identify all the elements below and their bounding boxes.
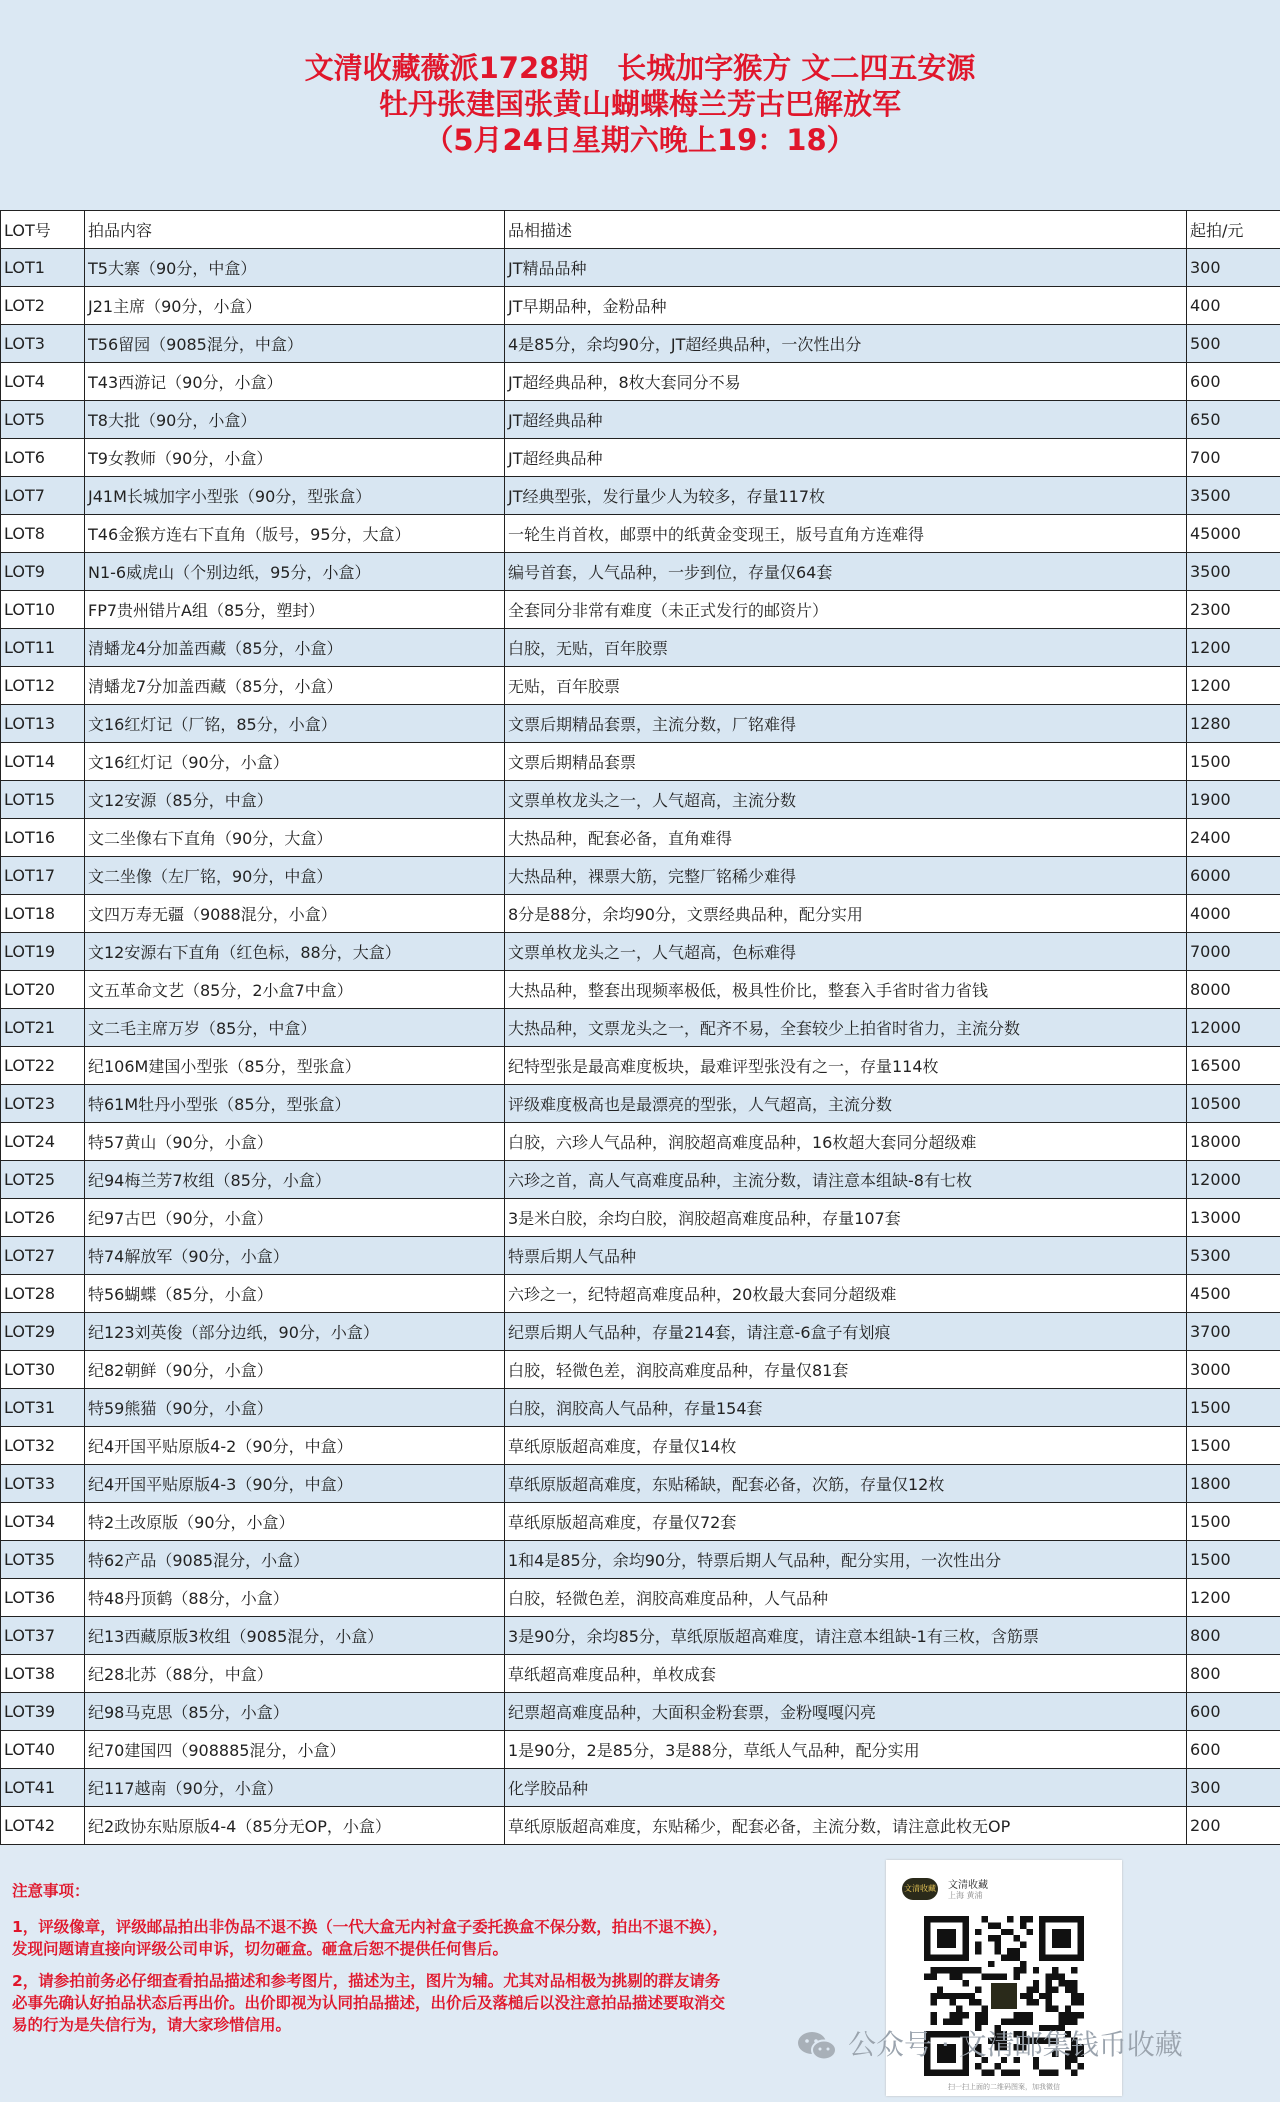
lot-price-cell: 600 bbox=[1187, 1693, 1280, 1731]
qr-footer-text: 扫一扫上面的二维码图案，加我微信 bbox=[948, 2083, 1060, 2091]
lot-condition-cell: 草纸原版超高难度，东贴稀少，配套必备，主流分数，请注意此枚无OP bbox=[505, 1807, 1187, 1845]
lot-condition-cell: 草纸原版超高难度，存量仅14枚 bbox=[505, 1427, 1187, 1465]
lot-content-cell: 纪98马克思（85分，小盒） bbox=[85, 1693, 505, 1731]
lot-number-cell: LOT18 bbox=[1, 895, 85, 933]
table-row bbox=[1, 1085, 1280, 1123]
column-header-price: 起拍/元 bbox=[1187, 211, 1280, 249]
lot-content-cell: 纪123刘英俊（部分边纸，90分，小盒） bbox=[85, 1313, 505, 1351]
lot-condition-cell: JT超经典品种 bbox=[505, 401, 1187, 439]
lot-price-cell: 700 bbox=[1187, 439, 1280, 477]
lot-price-cell: 1500 bbox=[1187, 743, 1280, 781]
lot-price-cell: 3000 bbox=[1187, 1351, 1280, 1389]
table-row bbox=[1, 1427, 1280, 1465]
brand-logo: 文清收藏 bbox=[902, 1878, 938, 1900]
lot-content-cell: 文四万寿无疆（9088混分，小盒） bbox=[85, 895, 505, 933]
lot-price-cell: 1500 bbox=[1187, 1503, 1280, 1541]
watermark-text: 公众号 · 文清邮集钱币收藏 bbox=[848, 2028, 1183, 2061]
lot-condition-cell: 草纸原版超高难度，存量仅72套 bbox=[505, 1503, 1187, 1541]
lot-content-cell: T9女教师（90分，小盒） bbox=[85, 439, 505, 477]
lot-content-cell: J41M长城加字小型张（90分，型张盒） bbox=[85, 477, 505, 515]
lot-condition-cell: 4是85分，余均90分，JT超经典品种，一次性出分 bbox=[505, 325, 1187, 363]
lot-content-cell: 文二坐像（左厂铭，90分，中盒） bbox=[85, 857, 505, 895]
lot-price-cell: 10500 bbox=[1187, 1085, 1280, 1123]
table-row bbox=[1, 1579, 1280, 1617]
lot-price-cell: 400 bbox=[1187, 287, 1280, 325]
lot-number-cell: LOT10 bbox=[1, 591, 85, 629]
lot-content-cell: 特48丹顶鹤（88分，小盒） bbox=[85, 1579, 505, 1617]
lot-content-cell: 特59熊猫（90分，小盒） bbox=[85, 1389, 505, 1427]
lot-price-cell: 1500 bbox=[1187, 1541, 1280, 1579]
table-row bbox=[1, 1693, 1280, 1731]
lot-condition-cell: JT精品品种 bbox=[505, 249, 1187, 287]
table-row bbox=[1, 857, 1280, 895]
lot-condition-cell: 文票单枚龙头之一，人气超高，色标难得 bbox=[505, 933, 1187, 971]
lot-content-cell: 文二坐像右下直角（90分，大盒） bbox=[85, 819, 505, 857]
table-row bbox=[1, 477, 1280, 515]
lot-condition-cell: 六珍之首，高人气高难度品种，主流分数，请注意本组缺-8有七枚 bbox=[505, 1161, 1187, 1199]
lot-number-cell: LOT11 bbox=[1, 629, 85, 667]
lot-condition-cell: JT超经典品种，8枚大套同分不易 bbox=[505, 363, 1187, 401]
lot-price-cell: 3500 bbox=[1187, 477, 1280, 515]
lot-price-cell: 1900 bbox=[1187, 781, 1280, 819]
lot-price-cell: 45000 bbox=[1187, 515, 1280, 553]
lot-condition-cell: 六珍之一，纪特超高难度品种，20枚最大套同分超级难 bbox=[505, 1275, 1187, 1313]
lot-number-cell: LOT35 bbox=[1, 1541, 85, 1579]
title-line-1: 文清收藏薇派1728期 长城加字猴方 文二四五安源 bbox=[304, 51, 976, 85]
lot-price-cell: 13000 bbox=[1187, 1199, 1280, 1237]
lot-condition-cell: 特票后期人气品种 bbox=[505, 1237, 1187, 1275]
table-row bbox=[1, 1465, 1280, 1503]
lot-content-cell: 纪28北苏（88分，中盒） bbox=[85, 1655, 505, 1693]
lot-condition-cell: 1和4是85分，余均90分，特票后期人气品种，配分实用，一次性出分 bbox=[505, 1541, 1187, 1579]
lot-content-cell: 特56蝴蝶（85分，小盒） bbox=[85, 1275, 505, 1313]
table-row bbox=[1, 705, 1280, 743]
lot-number-cell: LOT7 bbox=[1, 477, 85, 515]
lot-number-cell: LOT2 bbox=[1, 287, 85, 325]
lot-price-cell: 500 bbox=[1187, 325, 1280, 363]
lot-condition-cell: 白胶，轻微色差，润胶高难度品种，人气品种 bbox=[505, 1579, 1187, 1617]
lot-price-cell: 16500 bbox=[1187, 1047, 1280, 1085]
lot-number-cell: LOT28 bbox=[1, 1275, 85, 1313]
lot-content-cell: 文12安源右下直角（红色标，88分，大盒） bbox=[85, 933, 505, 971]
lot-number-cell: LOT21 bbox=[1, 1009, 85, 1047]
lot-content-cell: 文16红灯记（90分，小盒） bbox=[85, 743, 505, 781]
lot-number-cell: LOT31 bbox=[1, 1389, 85, 1427]
lot-price-cell: 4500 bbox=[1187, 1275, 1280, 1313]
lot-price-cell: 12000 bbox=[1187, 1009, 1280, 1047]
lot-content-cell: 清蟠龙7分加盖西藏（85分，小盒） bbox=[85, 667, 505, 705]
lot-content-cell: T5大寨（90分，中盒） bbox=[85, 249, 505, 287]
lot-condition-cell: 无贴，百年胶票 bbox=[505, 667, 1187, 705]
lot-number-cell: LOT26 bbox=[1, 1199, 85, 1237]
table-row bbox=[1, 591, 1280, 629]
table-row bbox=[1, 1617, 1280, 1655]
lot-number-cell: LOT14 bbox=[1, 743, 85, 781]
lot-number-cell: LOT27 bbox=[1, 1237, 85, 1275]
table-row bbox=[1, 1047, 1280, 1085]
lot-content-cell: T56留园（9085混分，中盒） bbox=[85, 325, 505, 363]
lot-price-cell: 1800 bbox=[1187, 1465, 1280, 1503]
table-row bbox=[1, 743, 1280, 781]
lot-content-cell: 纪97古巴（90分，小盒） bbox=[85, 1199, 505, 1237]
lot-condition-cell: 大热品种，文票龙头之一，配齐不易，全套较少上拍省时省力，主流分数 bbox=[505, 1009, 1187, 1047]
notice-item-2: 2，请参拍前务必仔细查看拍品描述和参考图片，描述为主，图片为辅。尤其对品相极为挑剔的群友请务必事先确认好拍品状态后再出价。出价即视为认同拍品描述，出价后及落槌后以没注意拍品描述要取消交易的行为是失信行为，请大家珍惜信用。 bbox=[12, 1972, 726, 2034]
lot-number-cell: LOT6 bbox=[1, 439, 85, 477]
table-row bbox=[1, 667, 1280, 705]
lot-price-cell: 6000 bbox=[1187, 857, 1280, 895]
table-row bbox=[1, 933, 1280, 971]
lot-condition-cell: 文票后期精品套票，主流分数，厂铭难得 bbox=[505, 705, 1187, 743]
table-row bbox=[1, 1769, 1280, 1807]
table-header-row bbox=[1, 211, 1280, 249]
lot-content-cell: T8大批（90分，小盒） bbox=[85, 401, 505, 439]
table-row bbox=[1, 895, 1280, 933]
lot-content-cell: 清蟠龙4分加盖西藏（85分，小盒） bbox=[85, 629, 505, 667]
lot-number-cell: LOT42 bbox=[1, 1807, 85, 1845]
lot-content-cell: 纪94梅兰芳7枚组（85分，小盒） bbox=[85, 1161, 505, 1199]
notice-item-1: 1，评级像章，评级邮品拍出非伪品不退不换（一代大盒无内衬盒子委托换盒不保分数，拍出不退不换），发现问题请直接向评级公司申诉，切勿砸盒。砸盒后恕不提供任何售后。 bbox=[12, 1918, 729, 1958]
wechat-icon bbox=[796, 2030, 838, 2062]
lot-number-cell: LOT1 bbox=[1, 249, 85, 287]
watermark bbox=[796, 2020, 1183, 2070]
lot-number-cell: LOT36 bbox=[1, 1579, 85, 1617]
table-row bbox=[1, 1389, 1280, 1427]
lot-number-cell: LOT30 bbox=[1, 1351, 85, 1389]
lot-condition-cell: 一轮生肖首枚，邮票中的纸黄金变现王，版号直角方连难得 bbox=[505, 515, 1187, 553]
table-row bbox=[1, 363, 1280, 401]
table-row bbox=[1, 1503, 1280, 1541]
lot-number-cell: LOT29 bbox=[1, 1313, 85, 1351]
lot-content-cell: 纪4开国平贴原版4-3（90分，中盒） bbox=[85, 1465, 505, 1503]
lot-condition-cell: JT经典型张，发行量少人为较多，存量117枚 bbox=[505, 477, 1187, 515]
lot-price-cell: 600 bbox=[1187, 363, 1280, 401]
lot-condition-cell: 草纸原版超高难度，东贴稀缺，配套必备，次筋，存量仅12枚 bbox=[505, 1465, 1187, 1503]
page-header bbox=[0, 0, 1280, 210]
table-row bbox=[1, 325, 1280, 363]
lot-price-cell: 12000 bbox=[1187, 1161, 1280, 1199]
lot-content-cell: 文12安源（85分，中盒） bbox=[85, 781, 505, 819]
lot-price-cell: 1500 bbox=[1187, 1389, 1280, 1427]
lot-content-cell: 纪106M建国小型张（85分，型张盒） bbox=[85, 1047, 505, 1085]
lot-price-cell: 1200 bbox=[1187, 629, 1280, 667]
lot-number-cell: LOT40 bbox=[1, 1731, 85, 1769]
lot-price-cell: 3700 bbox=[1187, 1313, 1280, 1351]
lot-condition-cell: 化学胶品种 bbox=[505, 1769, 1187, 1807]
table-row bbox=[1, 1275, 1280, 1313]
table-row bbox=[1, 1807, 1280, 1845]
lot-number-cell: LOT16 bbox=[1, 819, 85, 857]
lot-condition-cell: 大热品种，裸票大筋，完整厂铭稀少难得 bbox=[505, 857, 1187, 895]
lot-price-cell: 650 bbox=[1187, 401, 1280, 439]
lot-content-cell: 文二毛主席万岁（85分，中盒） bbox=[85, 1009, 505, 1047]
lot-number-cell: LOT8 bbox=[1, 515, 85, 553]
lot-number-cell: LOT41 bbox=[1, 1769, 85, 1807]
lot-price-cell: 300 bbox=[1187, 249, 1280, 287]
table-row bbox=[1, 1655, 1280, 1693]
lot-content-cell: T46金猴方连右下直角（版号，95分，大盒） bbox=[85, 515, 505, 553]
lot-number-cell: LOT33 bbox=[1, 1465, 85, 1503]
lot-number-cell: LOT5 bbox=[1, 401, 85, 439]
lot-number-cell: LOT24 bbox=[1, 1123, 85, 1161]
lot-number-cell: LOT34 bbox=[1, 1503, 85, 1541]
lot-number-cell: LOT19 bbox=[1, 933, 85, 971]
table-row bbox=[1, 971, 1280, 1009]
lot-price-cell: 300 bbox=[1187, 1769, 1280, 1807]
lot-content-cell: 特74解放军（90分，小盒） bbox=[85, 1237, 505, 1275]
lot-number-cell: LOT22 bbox=[1, 1047, 85, 1085]
lot-number-cell: LOT23 bbox=[1, 1085, 85, 1123]
table-row bbox=[1, 629, 1280, 667]
lot-content-cell: 纪13西藏原版3枚组（9085混分，小盒） bbox=[85, 1617, 505, 1655]
lot-price-cell: 5300 bbox=[1187, 1237, 1280, 1275]
lot-condition-cell: 白胶，无贴，百年胶票 bbox=[505, 629, 1187, 667]
lot-number-cell: LOT25 bbox=[1, 1161, 85, 1199]
lot-condition-cell: 1是90分，2是85分，3是88分，草纸人气品种，配分实用 bbox=[505, 1731, 1187, 1769]
lot-number-cell: LOT9 bbox=[1, 553, 85, 591]
title-line-2: 牡丹张建国张黄山蝴蝶梅兰芳古巴解放军 bbox=[378, 87, 901, 121]
table-row bbox=[1, 1009, 1280, 1047]
lot-condition-cell: 纪特型张是最高难度板块，最难评型张没有之一，存量114枚 bbox=[505, 1047, 1187, 1085]
lot-content-cell: 特57黄山（90分，小盒） bbox=[85, 1123, 505, 1161]
table-row bbox=[1, 1313, 1280, 1351]
lot-content-cell: J21主席（90分，小盒） bbox=[85, 287, 505, 325]
table-row bbox=[1, 553, 1280, 591]
lot-price-cell: 2400 bbox=[1187, 819, 1280, 857]
lot-condition-cell: 3是米白胶，余均白胶，润胶超高难度品种，存量107套 bbox=[505, 1199, 1187, 1237]
table-row bbox=[1, 439, 1280, 477]
column-header-condition: 品相描述 bbox=[505, 211, 1187, 249]
lot-content-cell: T43西游记（90分，小盒） bbox=[85, 363, 505, 401]
lot-price-cell: 1200 bbox=[1187, 1579, 1280, 1617]
column-header-lot: LOT号 bbox=[1, 211, 85, 249]
auction-lot-table bbox=[0, 210, 1280, 1845]
lot-content-cell: 纪2政协东贴原版4-4（85分无OP，小盒） bbox=[85, 1807, 505, 1845]
lot-number-cell: LOT32 bbox=[1, 1427, 85, 1465]
lot-price-cell: 8000 bbox=[1187, 971, 1280, 1009]
lot-condition-cell: 白胶，轻微色差，润胶高难度品种，存量仅81套 bbox=[505, 1351, 1187, 1389]
lot-price-cell: 600 bbox=[1187, 1731, 1280, 1769]
lot-number-cell: LOT17 bbox=[1, 857, 85, 895]
lot-condition-cell: 草纸超高难度品种，单枚成套 bbox=[505, 1655, 1187, 1693]
lot-content-cell: 纪82朝鲜（90分，小盒） bbox=[85, 1351, 505, 1389]
table-row bbox=[1, 781, 1280, 819]
lot-content-cell: 文16红灯记（厂铭，85分，小盒） bbox=[85, 705, 505, 743]
lot-condition-cell: 3是90分，余均85分，草纸原版超高难度，请注意本组缺-1有三枚，含筋票 bbox=[505, 1617, 1187, 1655]
lot-price-cell: 1500 bbox=[1187, 1427, 1280, 1465]
lot-price-cell: 3500 bbox=[1187, 553, 1280, 591]
notice-section bbox=[12, 1880, 732, 2046]
lot-condition-cell: 纪票超高难度品种，大面积金粉套票，金粉嘎嘎闪亮 bbox=[505, 1693, 1187, 1731]
table-row bbox=[1, 287, 1280, 325]
lot-condition-cell: 大热品种，整套出现频率极低，极具性价比，整套入手省时省力省钱 bbox=[505, 971, 1187, 1009]
lot-number-cell: LOT3 bbox=[1, 325, 85, 363]
qr-account-name: 文清收藏 bbox=[948, 1880, 988, 1891]
table-row bbox=[1, 1161, 1280, 1199]
lot-price-cell: 1200 bbox=[1187, 667, 1280, 705]
lot-price-cell: 7000 bbox=[1187, 933, 1280, 971]
table-row bbox=[1, 249, 1280, 287]
title-line-3: （5月24日星期六晚上19：18） bbox=[424, 123, 856, 157]
table-row bbox=[1, 401, 1280, 439]
lot-condition-cell: 文票单枚龙头之一，人气超高，主流分数 bbox=[505, 781, 1187, 819]
table-row bbox=[1, 1199, 1280, 1237]
table-row bbox=[1, 1237, 1280, 1275]
table-row bbox=[1, 1123, 1280, 1161]
column-header-content: 拍品内容 bbox=[85, 211, 505, 249]
lot-condition-cell: 全套同分非常有难度（未正式发行的邮资片） bbox=[505, 591, 1187, 629]
table-row bbox=[1, 1731, 1280, 1769]
lot-condition-cell: 白胶，润胶高人气品种，存量154套 bbox=[505, 1389, 1187, 1427]
lot-condition-cell: JT超经典品种 bbox=[505, 439, 1187, 477]
lot-content-cell: 特2土改原版（90分，小盒） bbox=[85, 1503, 505, 1541]
notice-title: 注意事项： bbox=[12, 1882, 90, 1900]
lot-condition-cell: 8分是88分，余均90分，文票经典品种，配分实用 bbox=[505, 895, 1187, 933]
lot-price-cell: 800 bbox=[1187, 1617, 1280, 1655]
lot-condition-cell: JT早期品种，金粉品种 bbox=[505, 287, 1187, 325]
table-row bbox=[1, 1351, 1280, 1389]
qr-account-location: 上海 黄浦 bbox=[948, 1891, 983, 1900]
lot-content-cell: 纪4开国平贴原版4-2（90分，中盒） bbox=[85, 1427, 505, 1465]
lot-condition-cell: 评级难度极高也是最漂亮的型张，人气超高，主流分数 bbox=[505, 1085, 1187, 1123]
lot-content-cell: FP7贵州错片A组（85分，塑封） bbox=[85, 591, 505, 629]
lot-price-cell: 18000 bbox=[1187, 1123, 1280, 1161]
lot-content-cell: 纪70建国四（908885混分，小盒） bbox=[85, 1731, 505, 1769]
lot-content-cell: 特61M牡丹小型张（85分，型张盒） bbox=[85, 1085, 505, 1123]
lot-number-cell: LOT39 bbox=[1, 1693, 85, 1731]
lot-content-cell: 纪117越南（90分，小盒） bbox=[85, 1769, 505, 1807]
lot-condition-cell: 纪票后期人气品种，存量214套，请注意-6盒子有划痕 bbox=[505, 1313, 1187, 1351]
table-row bbox=[1, 515, 1280, 553]
lot-condition-cell: 白胶，六珍人气品种，润胶超高难度品种，16枚超大套同分超级难 bbox=[505, 1123, 1187, 1161]
lot-price-cell: 2300 bbox=[1187, 591, 1280, 629]
lot-number-cell: LOT37 bbox=[1, 1617, 85, 1655]
lot-number-cell: LOT15 bbox=[1, 781, 85, 819]
lot-number-cell: LOT12 bbox=[1, 667, 85, 705]
lot-price-cell: 4000 bbox=[1187, 895, 1280, 933]
lot-price-cell: 800 bbox=[1187, 1655, 1280, 1693]
lot-condition-cell: 文票后期精品套票 bbox=[505, 743, 1187, 781]
lot-content-cell: 文五革命文艺（85分，2小盒7中盒） bbox=[85, 971, 505, 1009]
lot-condition-cell: 大热品种，配套必备，直角难得 bbox=[505, 819, 1187, 857]
table-row bbox=[1, 819, 1280, 857]
lot-number-cell: LOT4 bbox=[1, 363, 85, 401]
lot-number-cell: LOT20 bbox=[1, 971, 85, 1009]
lot-number-cell: LOT38 bbox=[1, 1655, 85, 1693]
lot-number-cell: LOT13 bbox=[1, 705, 85, 743]
table-row bbox=[1, 1541, 1280, 1579]
lot-condition-cell: 编号首套，人气品种，一步到位，存量仅64套 bbox=[505, 553, 1187, 591]
lot-content-cell: N1-6威虎山（个别边纸，95分，小盒） bbox=[85, 553, 505, 591]
lot-price-cell: 200 bbox=[1187, 1807, 1280, 1845]
lot-price-cell: 1280 bbox=[1187, 705, 1280, 743]
lot-content-cell: 特62产品（9085混分，小盒） bbox=[85, 1541, 505, 1579]
